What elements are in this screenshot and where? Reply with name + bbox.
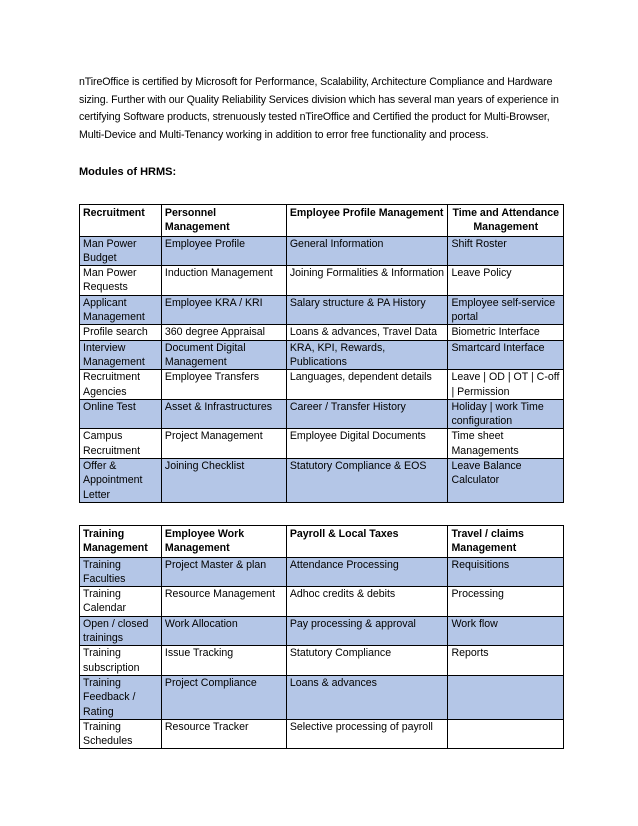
table-cell: Man Power Requests [80, 266, 162, 296]
table-cell: Pay processing & approval [286, 616, 448, 646]
table-cell: General Information [286, 236, 448, 266]
table-cell: Training Schedules [80, 719, 162, 749]
table-cell: Statutory Compliance [286, 646, 448, 676]
table-cell: Applicant Management [80, 295, 162, 325]
table-cell: Offer & Appointment Letter [80, 459, 162, 503]
table-cell: Employee Profile [161, 236, 286, 266]
table-cell: Resource Management [161, 587, 286, 617]
table-cell: 360 degree Appraisal [161, 325, 286, 340]
table-cell: Employee self-service portal [448, 295, 564, 325]
table-cell: Induction Management [161, 266, 286, 296]
column-header: Training Management [80, 526, 162, 558]
table-cell: Joining Formalities & Information [286, 266, 448, 296]
table-cell: Project Management [161, 429, 286, 459]
table-row [80, 370, 564, 400]
table-cell: Salary structure & PA History [286, 295, 448, 325]
table-row [80, 587, 564, 617]
table-row [80, 429, 564, 459]
table-cell: Issue Tracking [161, 646, 286, 676]
table-cell: Open / closed trainings [80, 616, 162, 646]
table-cell: Recruitment Agencies [80, 370, 162, 400]
table-cell: Employee Transfers [161, 370, 286, 400]
table-cell: Training Calendar [80, 587, 162, 617]
table-row [80, 295, 564, 325]
intro-text: nTireOffice is certified by Microsoft for Performance, Scalability, Architecture Compliance and Hardware sizing. Further with our Quality Reliability Services division which has several man years of experience in certifying Software products, strenuously tested nTireOffice and Certified the product for Multi-Browser, Multi-Device and Multi-Tenancy working in addition to error free functionality and process. [79, 76, 559, 141]
table-cell: Biometric Interface [448, 325, 564, 340]
table-cell [448, 675, 564, 719]
table-cell: Loans & advances [286, 675, 448, 719]
table-cell: Document Digital Management [161, 340, 286, 370]
modules-table-1 [79, 204, 564, 503]
table-cell: Asset & Infrastructures [161, 399, 286, 429]
table-cell: Career / Transfer History [286, 399, 448, 429]
table-cell: Training subscription [80, 646, 162, 676]
table-cell: Selective processing of payroll [286, 719, 448, 749]
table-cell: Work Allocation [161, 616, 286, 646]
table-row [80, 719, 564, 749]
table-cell: KRA, KPI, Rewards, Publications [286, 340, 448, 370]
table-row [80, 266, 564, 296]
table-cell: Languages, dependent details [286, 370, 448, 400]
column-header: Travel / claims Management [448, 526, 564, 558]
table-row [80, 399, 564, 429]
table-cell: Man Power Budget [80, 236, 162, 266]
table-cell: Employee KRA / KRI [161, 295, 286, 325]
table-cell: Employee Digital Documents [286, 429, 448, 459]
column-header: Employee Profile Management [286, 205, 448, 237]
intro-paragraph [79, 74, 565, 144]
table-cell: Smartcard Interface [448, 340, 564, 370]
table-cell: Training Faculties [80, 557, 162, 587]
table-row [80, 646, 564, 676]
table-cell: Leave | OD | OT | C-off | Permission [448, 370, 564, 400]
table-cell: Shift Roster [448, 236, 564, 266]
table-cell: Campus Recruitment [80, 429, 162, 459]
table-row [80, 340, 564, 370]
table-cell: Loans & advances, Travel Data [286, 325, 448, 340]
column-header: Recruitment [80, 205, 162, 237]
table-row [80, 236, 564, 266]
table-row [80, 459, 564, 503]
table-cell: Work flow [448, 616, 564, 646]
table-row [80, 616, 564, 646]
table-cell: Joining Checklist [161, 459, 286, 503]
table-cell: Reports [448, 646, 564, 676]
column-header: Payroll & Local Taxes [286, 526, 448, 558]
table-cell: Processing [448, 587, 564, 617]
modules-heading: Modules of HRMS: [79, 166, 177, 178]
table-row [80, 557, 564, 587]
column-header: Time and Attendance Management [448, 205, 564, 237]
table-cell: Leave Policy [448, 266, 564, 296]
column-header: Personnel Management [161, 205, 286, 237]
table-header-row [80, 526, 564, 558]
table-cell: Statutory Compliance & EOS [286, 459, 448, 503]
table-cell: Project Master & plan [161, 557, 286, 587]
table-row [80, 325, 564, 340]
table-cell: Interview Management [80, 340, 162, 370]
table-cell: Training Feedback / Rating [80, 675, 162, 719]
table-cell: Online Test [80, 399, 162, 429]
table-cell: Resource Tracker [161, 719, 286, 749]
table-cell: Leave Balance Calculator [448, 459, 564, 503]
modules-table-2 [79, 525, 564, 749]
column-header: Employee Work Management [161, 526, 286, 558]
table-cell: Project Compliance [161, 675, 286, 719]
table-cell: Adhoc credits & debits [286, 587, 448, 617]
table-cell: Profile search [80, 325, 162, 340]
table-cell [448, 719, 564, 749]
table-cell: Time sheet Managements [448, 429, 564, 459]
table-header-row [80, 205, 564, 237]
table-cell: Requisitions [448, 557, 564, 587]
table-cell: Holiday | work Time configuration [448, 399, 564, 429]
table-cell: Attendance Processing [286, 557, 448, 587]
table-row [80, 675, 564, 719]
